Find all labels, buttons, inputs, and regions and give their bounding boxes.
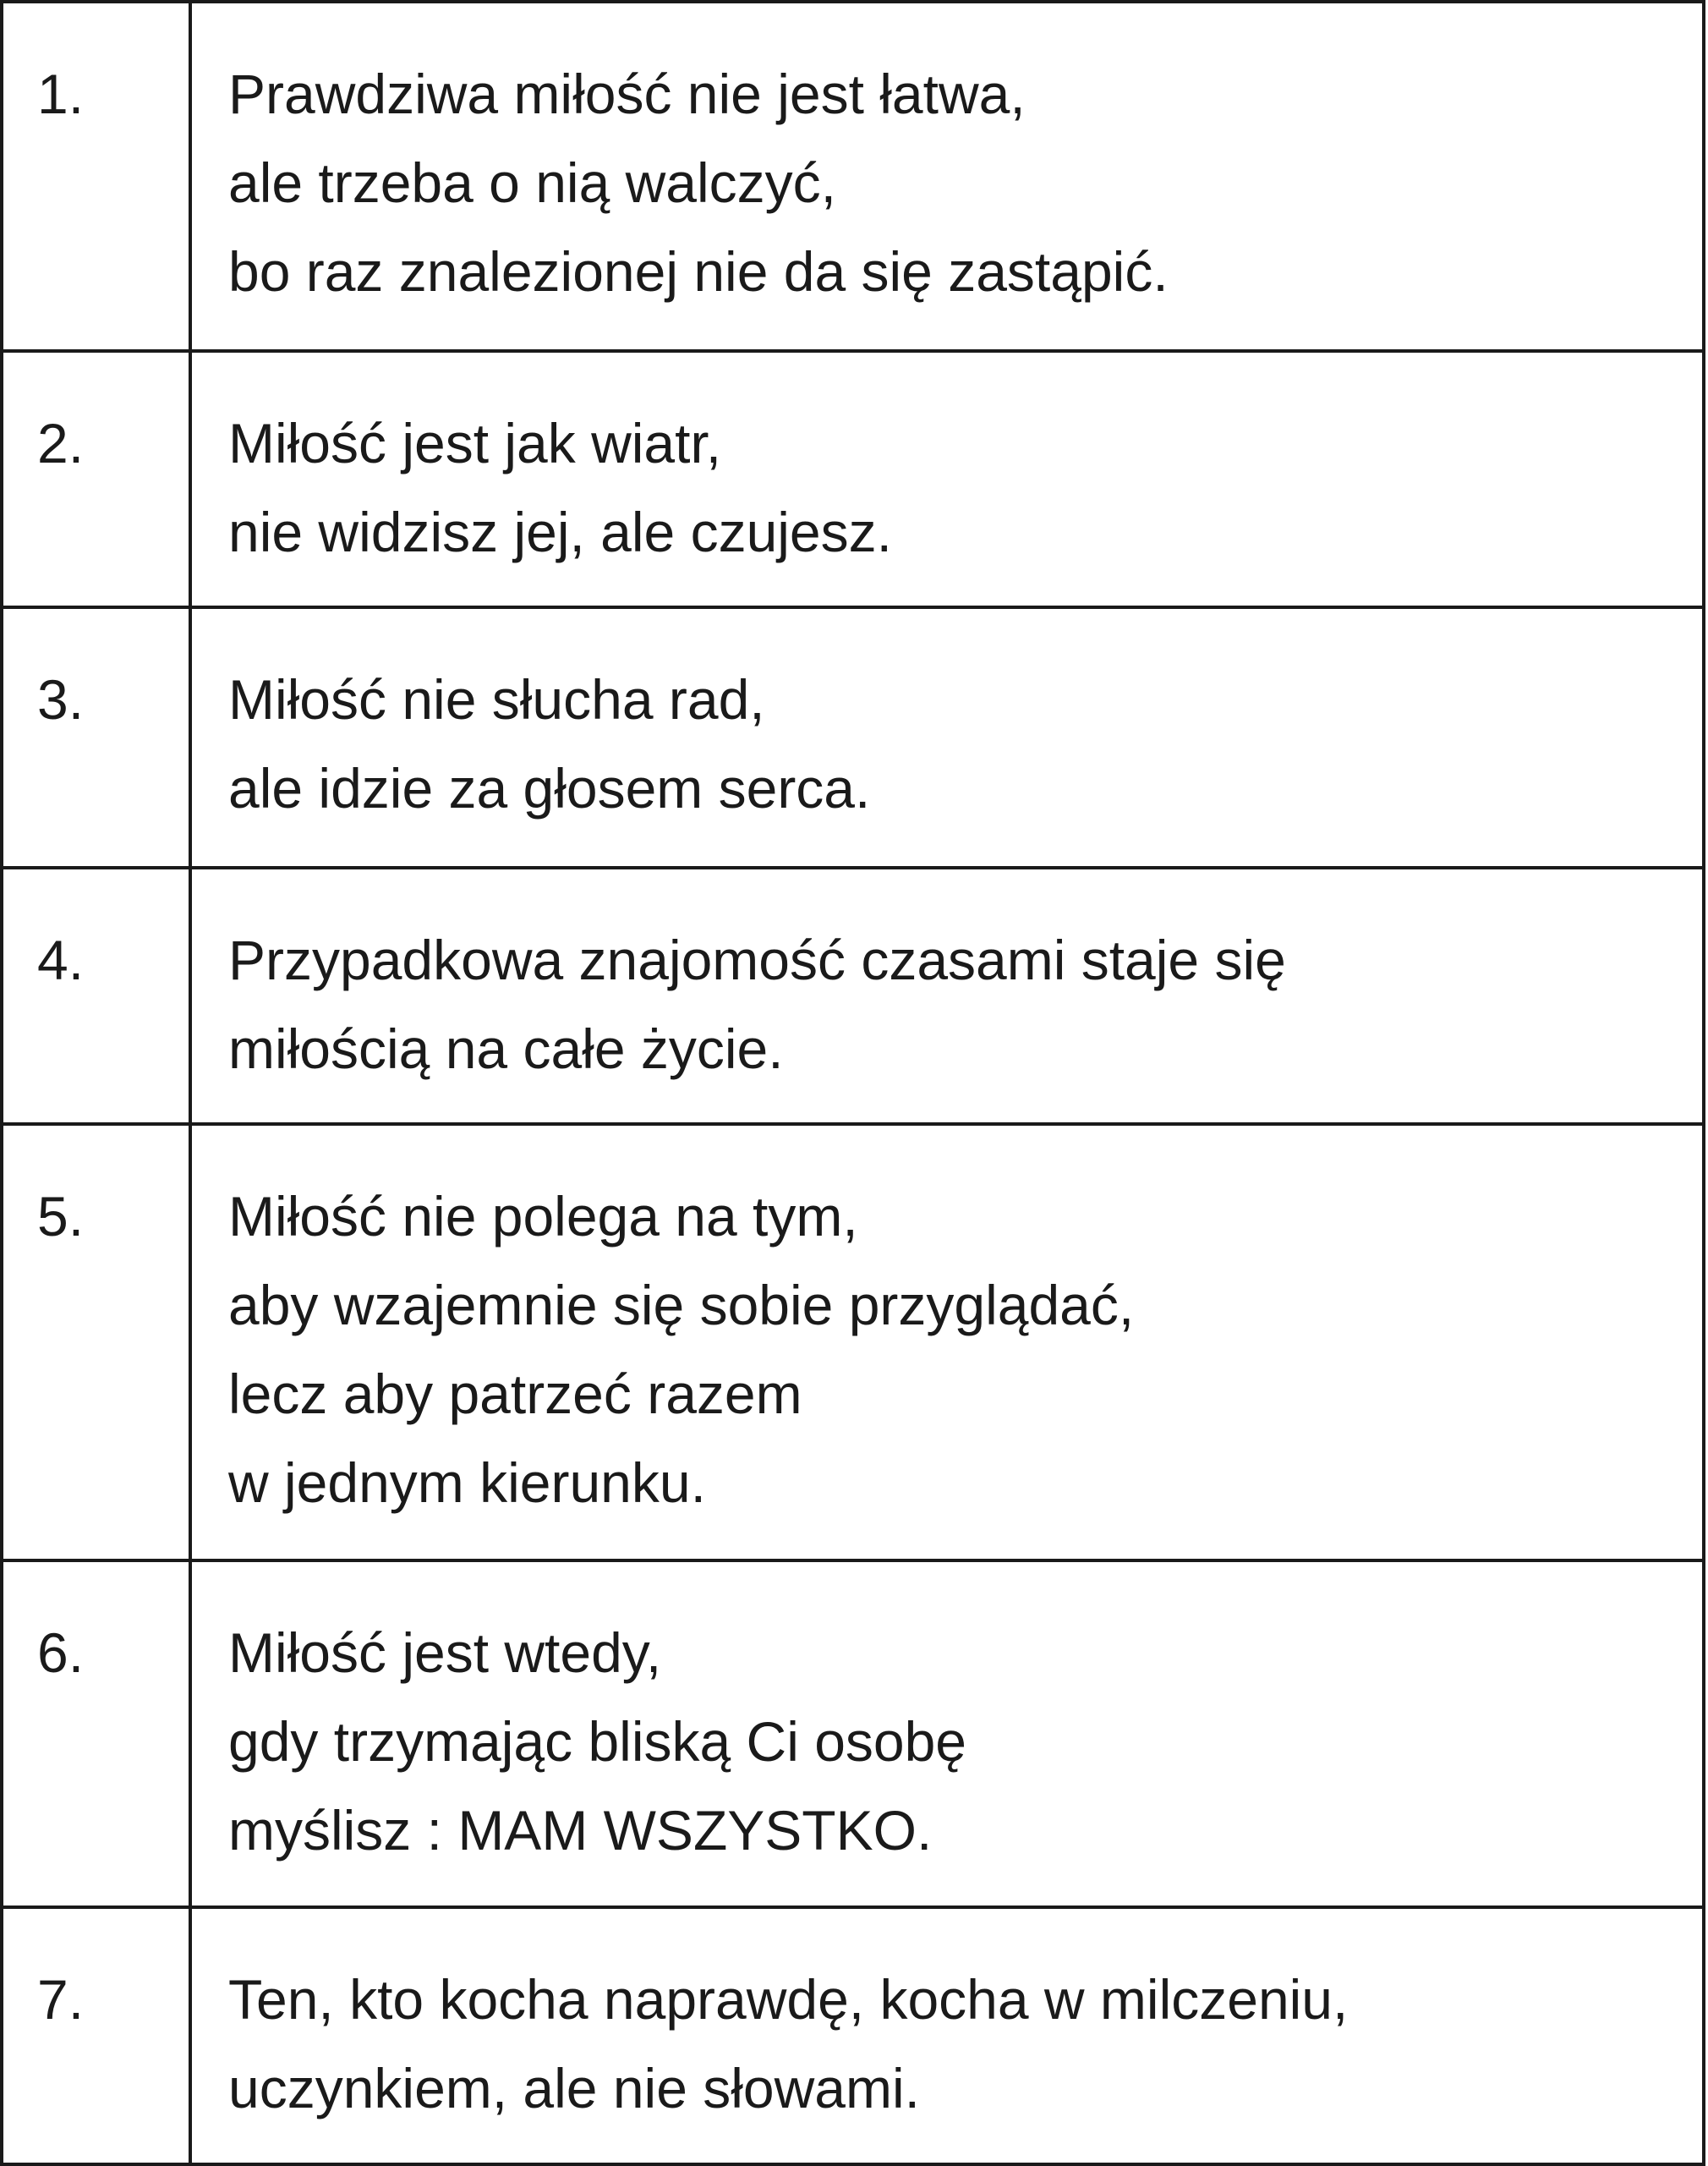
quote-text: Miłość nie polega na tym, aby wzajemnie się sobie przyglądać, lecz aby patrzeć razem w jednym kierunku. (190, 1124, 1704, 1560)
quote-number: 7. (2, 1907, 190, 2164)
table-row (2, 868, 1704, 1124)
quote-text: Miłość jest wtedy, gdy trzymając bliską Ci osobę myślisz : MAM WSZYSTKO. (190, 1560, 1704, 1907)
table-row (2, 351, 1704, 607)
quote-number: 1. (2, 2, 190, 351)
table-row (2, 1907, 1704, 2164)
quote-number: 4. (2, 868, 190, 1124)
quote-text: Miłość nie słucha rad, ale idzie za głosem serca. (190, 607, 1704, 868)
quote-text: Ten, kto kocha naprawdę, kocha w milczeniu, uczynkiem, ale nie słowami. (190, 1907, 1704, 2164)
quote-number: 5. (2, 1124, 190, 1560)
table-row (2, 607, 1704, 868)
quote-number: 6. (2, 1560, 190, 1907)
quote-number: 3. (2, 607, 190, 868)
table-row (2, 2, 1704, 351)
quote-text: Prawdziwa miłość nie jest łatwa, ale trzeba o nią walczyć, bo raz znalezionej nie da się zastąpić. (190, 2, 1704, 351)
table-row (2, 1124, 1704, 1560)
quote-text: Przypadkowa znajomość czasami staje się miłością na całe życie. (190, 868, 1704, 1124)
quote-number: 2. (2, 351, 190, 607)
quote-text: Miłość jest jak wiatr, nie widzisz jej, ale czujesz. (190, 351, 1704, 607)
table-row (2, 1560, 1704, 1907)
